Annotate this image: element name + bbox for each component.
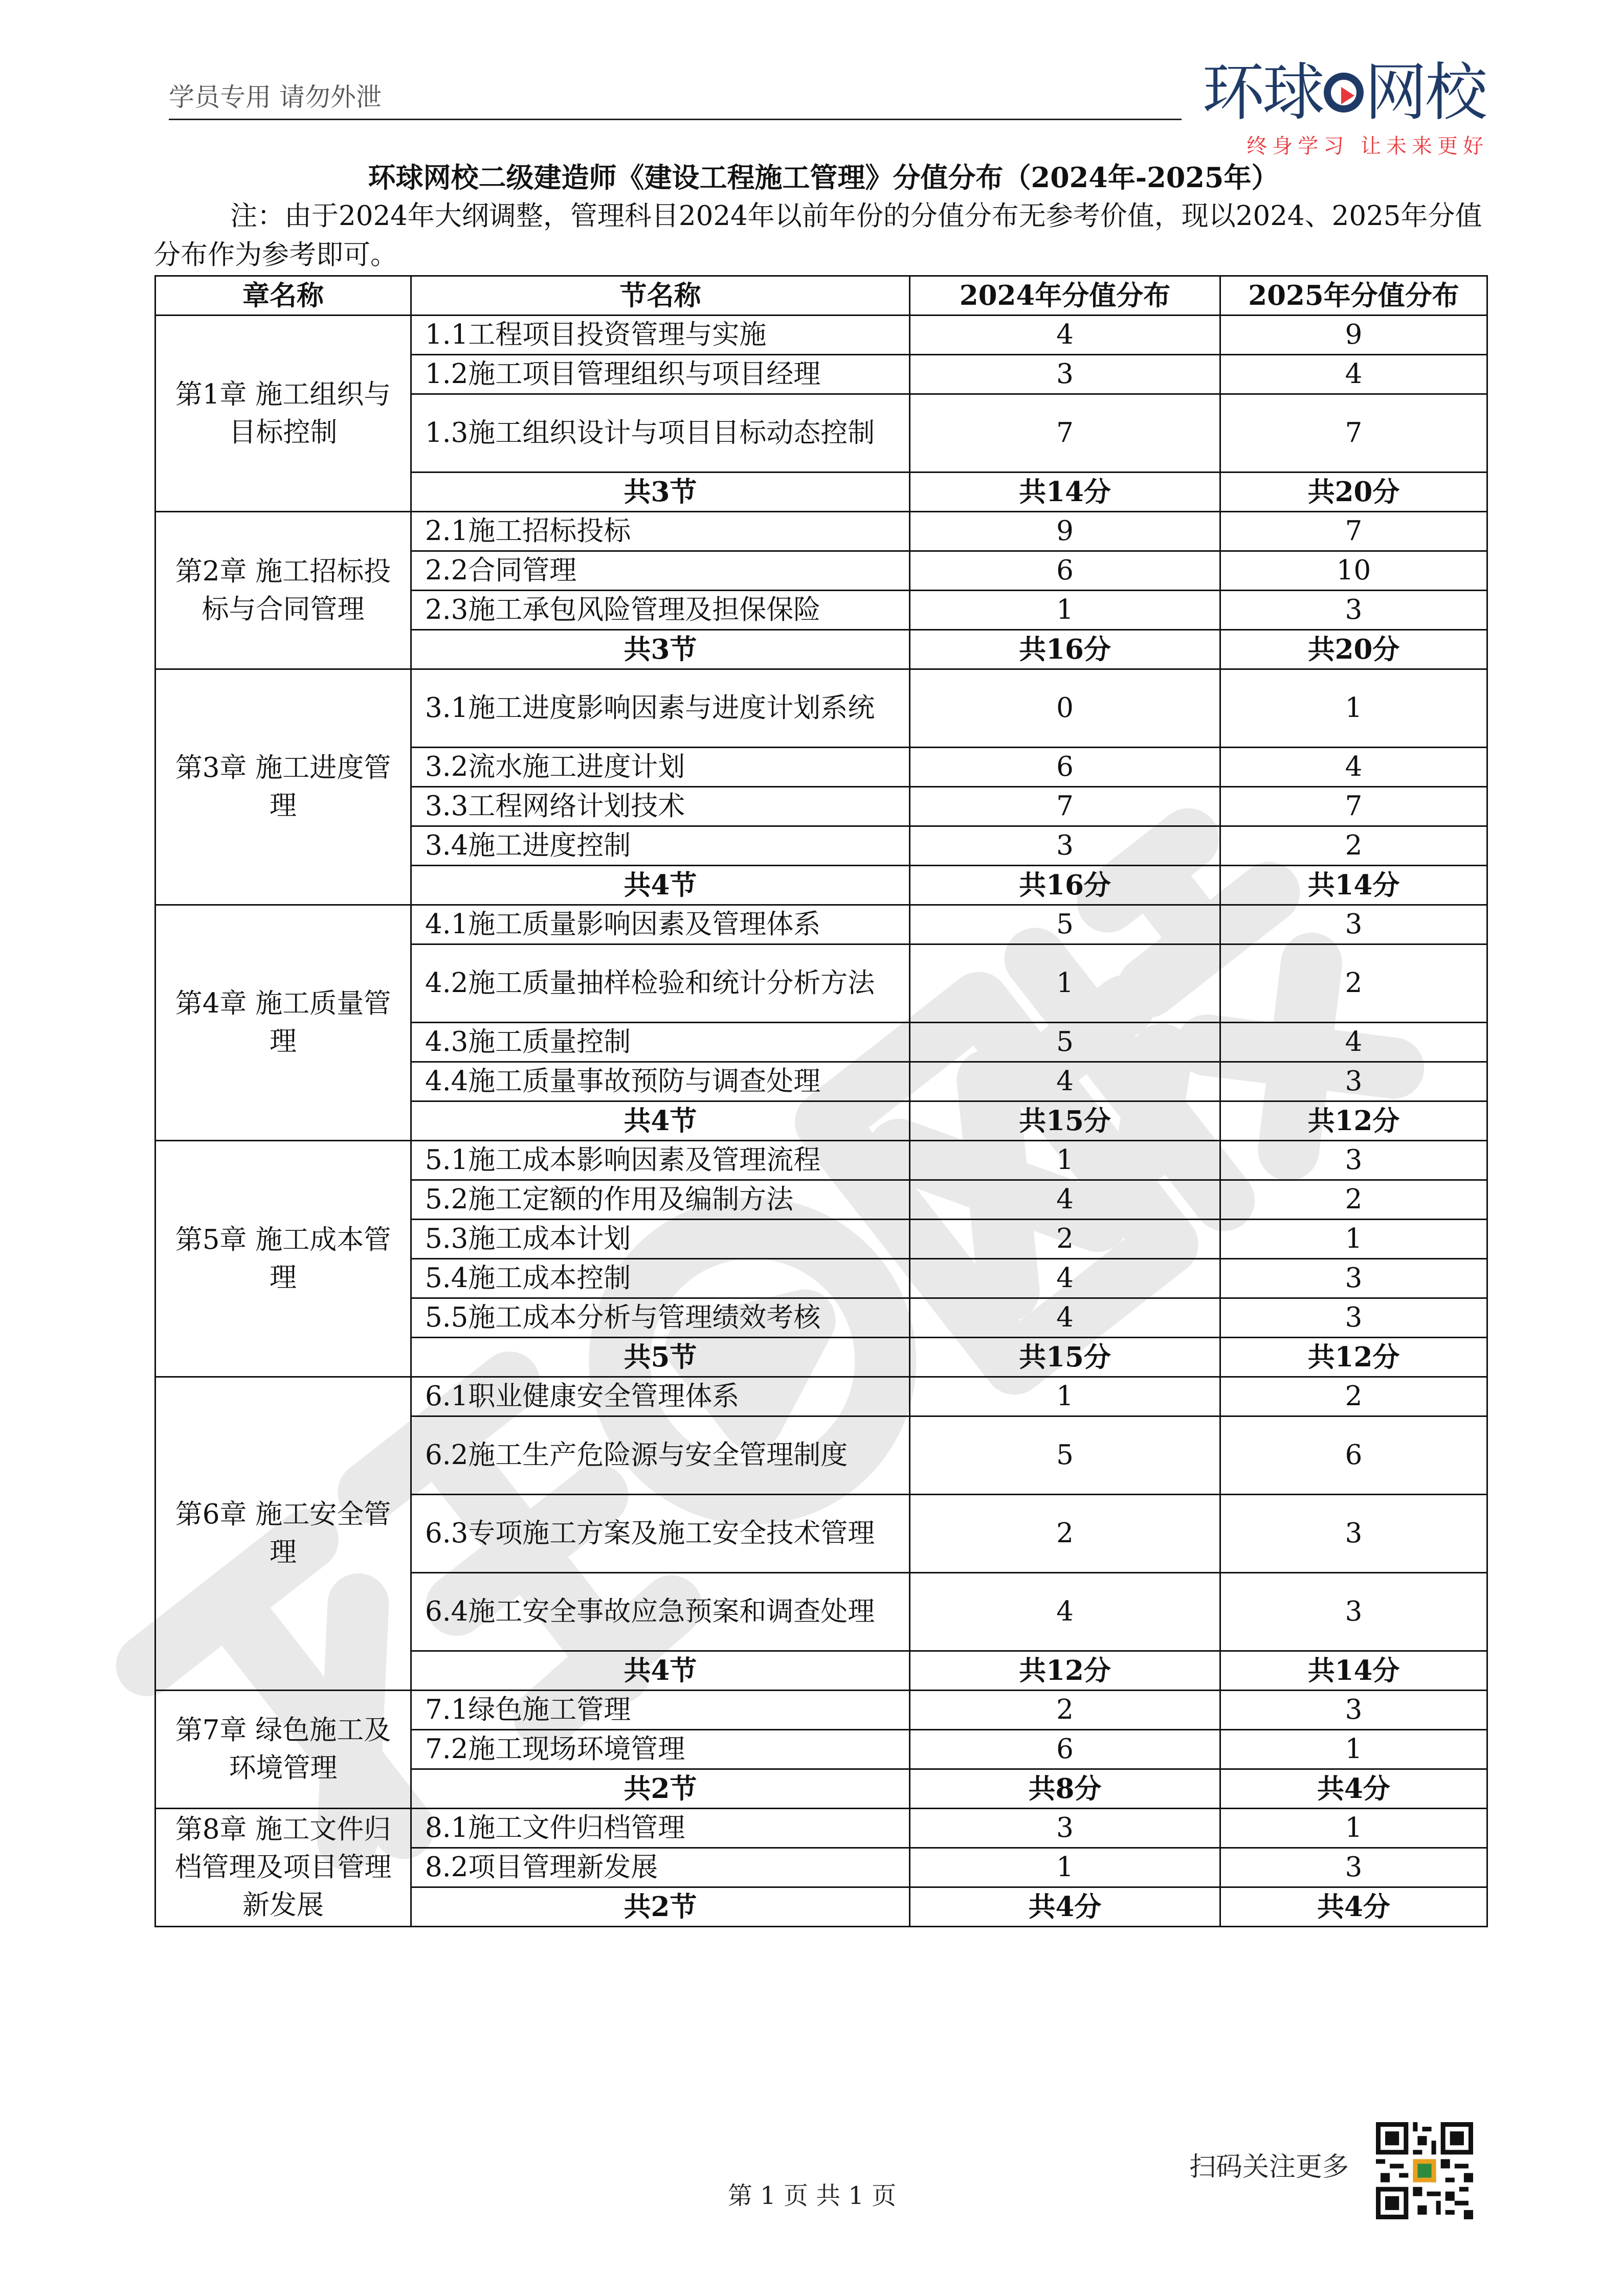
score-y2024: 4 <box>910 1062 1220 1101</box>
section-name: 6.2施工生产危险源与安全管理制度 <box>411 1416 910 1495</box>
table-row <box>155 1809 1487 1848</box>
score-y2024: 3 <box>910 826 1220 866</box>
section-name: 8.2项目管理新发展 <box>411 1848 910 1887</box>
score-y2025: 4 <box>1220 1023 1487 1062</box>
score-y2025: 2 <box>1220 1377 1487 1416</box>
score-y2025: 3 <box>1220 905 1487 944</box>
table-row <box>155 512 1487 551</box>
chapter-name: 第3章 施工进度管理 <box>155 669 411 905</box>
play-circle-icon <box>1324 73 1364 112</box>
total-y2025: 共20分 <box>1220 630 1487 669</box>
score-y2024: 4 <box>910 1180 1220 1220</box>
section-name: 5.1施工成本影响因素及管理流程 <box>411 1141 910 1180</box>
document-title: 环球网校二级建造师《建设工程施工管理》分值分布（2024年-2025年） <box>368 161 1279 194</box>
total-sections: 共4节 <box>411 1101 910 1141</box>
header-2024: 2024年分值分布 <box>910 276 1220 316</box>
score-y2025: 3 <box>1220 1298 1487 1338</box>
score-y2024: 0 <box>910 669 1220 748</box>
score-y2025: 6 <box>1220 1416 1487 1495</box>
section-name: 5.5施工成本分析与管理绩效考核 <box>411 1298 910 1338</box>
score-y2024: 3 <box>910 355 1220 394</box>
score-y2024: 1 <box>910 944 1220 1023</box>
score-y2024: 4 <box>910 1298 1220 1338</box>
total-sections: 共4节 <box>411 1651 910 1691</box>
score-y2025: 1 <box>1220 669 1487 748</box>
score-y2025: 1 <box>1220 1220 1487 1259</box>
score-y2025: 7 <box>1220 787 1487 826</box>
score-y2025: 3 <box>1220 1573 1487 1651</box>
total-y2025: 共4分 <box>1220 1769 1487 1809</box>
section-name: 1.1工程项目投资管理与实施 <box>411 316 910 355</box>
score-y2024: 6 <box>910 748 1220 787</box>
header-section: 节名称 <box>411 276 910 316</box>
section-name: 4.1施工质量影响因素及管理体系 <box>411 905 910 944</box>
total-y2024: 共15分 <box>910 1338 1220 1377</box>
section-name: 7.1绿色施工管理 <box>411 1691 910 1730</box>
logo-text-1: 环球 <box>1202 56 1323 129</box>
section-name: 3.2流水施工进度计划 <box>411 748 910 787</box>
section-name: 6.1职业健康安全管理体系 <box>411 1377 910 1416</box>
chapter-name: 第8章 施工文件归档管理及项目管理新发展 <box>155 1809 411 1927</box>
chapter-name: 第7章 绿色施工及环境管理 <box>155 1691 411 1809</box>
total-y2024: 共16分 <box>910 866 1220 905</box>
logo-text-2: 网校 <box>1365 56 1485 129</box>
score-y2025: 3 <box>1220 1062 1487 1101</box>
score-y2025: 3 <box>1220 1495 1487 1573</box>
score-y2024: 4 <box>910 1573 1220 1651</box>
total-sections: 共5节 <box>411 1338 910 1377</box>
score-y2024: 5 <box>910 1416 1220 1495</box>
brand-logo <box>1202 56 1488 164</box>
score-y2024: 6 <box>910 551 1220 591</box>
logo-slogan: 终身学习 让未来更好 <box>1247 134 1488 158</box>
score-y2025: 2 <box>1220 1180 1487 1220</box>
total-y2025: 共20分 <box>1220 472 1487 512</box>
section-name: 3.4施工进度控制 <box>411 826 910 866</box>
table-row <box>155 316 1487 355</box>
header-chapter: 章名称 <box>155 276 411 316</box>
total-y2024: 共14分 <box>910 472 1220 512</box>
section-name: 4.4施工质量事故预防与调查处理 <box>411 1062 910 1101</box>
total-sections: 共4节 <box>411 866 910 905</box>
section-name: 5.4施工成本控制 <box>411 1259 910 1298</box>
score-distribution-table <box>154 275 1488 1927</box>
table-row <box>155 1377 1487 1416</box>
confidential-notice: 学员专用 请勿外泄 <box>169 82 382 112</box>
total-sections: 共3节 <box>411 630 910 669</box>
chapter-name: 第1章 施工组织与目标控制 <box>155 316 411 512</box>
section-name: 3.3工程网络计划技术 <box>411 787 910 826</box>
score-y2024: 4 <box>910 316 1220 355</box>
page-number: 第 1 页 共 1 页 <box>727 2181 897 2210</box>
score-y2024: 1 <box>910 1848 1220 1887</box>
score-y2024: 4 <box>910 1259 1220 1298</box>
score-y2025: 7 <box>1220 394 1487 472</box>
section-name: 5.2施工定额的作用及编制方法 <box>411 1180 910 1220</box>
section-name: 2.3施工承包风险管理及担保保险 <box>411 591 910 630</box>
total-y2024: 共8分 <box>910 1769 1220 1809</box>
total-y2024: 共4分 <box>910 1887 1220 1927</box>
score-y2025: 4 <box>1220 355 1487 394</box>
score-y2025: 2 <box>1220 944 1487 1023</box>
score-y2025: 3 <box>1220 1141 1487 1180</box>
table-header-row <box>155 276 1487 316</box>
section-name: 2.2合同管理 <box>411 551 910 591</box>
score-y2024: 2 <box>910 1495 1220 1573</box>
score-y2025: 4 <box>1220 748 1487 787</box>
score-y2025: 3 <box>1220 591 1487 630</box>
section-name: 6.4施工安全事故应急预案和调查处理 <box>411 1573 910 1651</box>
chapter-name: 第4章 施工质量管理 <box>155 905 411 1141</box>
total-y2024: 共15分 <box>910 1101 1220 1141</box>
chapter-name: 第2章 施工招标投标与合同管理 <box>155 512 411 669</box>
table-row <box>155 1691 1487 1730</box>
section-name: 6.3专项施工方案及施工安全技术管理 <box>411 1495 910 1573</box>
score-y2025: 10 <box>1220 551 1487 591</box>
header-divider <box>169 119 1182 120</box>
score-y2024: 1 <box>910 1141 1220 1180</box>
total-y2025: 共12分 <box>1220 1101 1487 1141</box>
score-y2024: 1 <box>910 1377 1220 1416</box>
total-y2025: 共12分 <box>1220 1338 1487 1377</box>
score-y2024: 7 <box>910 394 1220 472</box>
table-row <box>155 905 1487 944</box>
section-name: 3.1施工进度影响因素与进度计划系统 <box>411 669 910 748</box>
total-y2024: 共12分 <box>910 1651 1220 1691</box>
section-name: 7.2施工现场环境管理 <box>411 1730 910 1769</box>
score-y2025: 3 <box>1220 1848 1487 1887</box>
total-y2025: 共14分 <box>1220 1651 1487 1691</box>
score-y2024: 9 <box>910 512 1220 551</box>
total-sections: 共3节 <box>411 472 910 512</box>
total-y2025: 共4分 <box>1220 1887 1487 1927</box>
section-name: 4.3施工质量控制 <box>411 1023 910 1062</box>
total-y2024: 共16分 <box>910 630 1220 669</box>
table-row <box>155 669 1487 748</box>
score-y2024: 5 <box>910 905 1220 944</box>
section-name: 1.3施工组织设计与项目目标动态控制 <box>411 394 910 472</box>
section-name: 2.1施工招标投标 <box>411 512 910 551</box>
score-y2024: 2 <box>910 1691 1220 1730</box>
score-y2024: 7 <box>910 787 1220 826</box>
total-sections: 共2节 <box>411 1887 910 1927</box>
document-note: 注：由于2024年大纲调整，管理科目2024年以前年份的分值分布无参考价值，现以2024、2025年分值分布作为参考即可。 <box>153 200 1482 271</box>
section-name: 4.2施工质量抽样检验和统计分析方法 <box>411 944 910 1023</box>
total-sections: 共2节 <box>411 1769 910 1809</box>
total-y2025: 共14分 <box>1220 866 1487 905</box>
score-y2025: 1 <box>1220 1730 1487 1769</box>
score-y2025: 1 <box>1220 1809 1487 1848</box>
section-name: 1.2施工项目管理组织与项目经理 <box>411 355 910 394</box>
score-y2024: 6 <box>910 1730 1220 1769</box>
section-name: 8.1施工文件归档管理 <box>411 1809 910 1848</box>
chapter-name: 第5章 施工成本管理 <box>155 1141 411 1377</box>
logo-wordmark <box>1202 56 1488 129</box>
score-y2025: 3 <box>1220 1259 1487 1298</box>
chapter-name: 第6章 施工安全管理 <box>155 1377 411 1691</box>
table-row <box>155 1141 1487 1180</box>
score-y2025: 9 <box>1220 316 1487 355</box>
header-2025: 2025年分值分布 <box>1220 276 1487 316</box>
table-body <box>155 316 1487 1927</box>
section-name: 5.3施工成本计划 <box>411 1220 910 1259</box>
score-y2024: 2 <box>910 1220 1220 1259</box>
score-y2025: 3 <box>1220 1691 1487 1730</box>
score-y2025: 2 <box>1220 826 1487 866</box>
score-y2024: 5 <box>910 1023 1220 1062</box>
score-y2025: 7 <box>1220 512 1487 551</box>
score-y2024: 3 <box>910 1809 1220 1848</box>
score-y2024: 1 <box>910 591 1220 630</box>
scan-prompt: 扫码关注更多 <box>1189 2152 1349 2182</box>
